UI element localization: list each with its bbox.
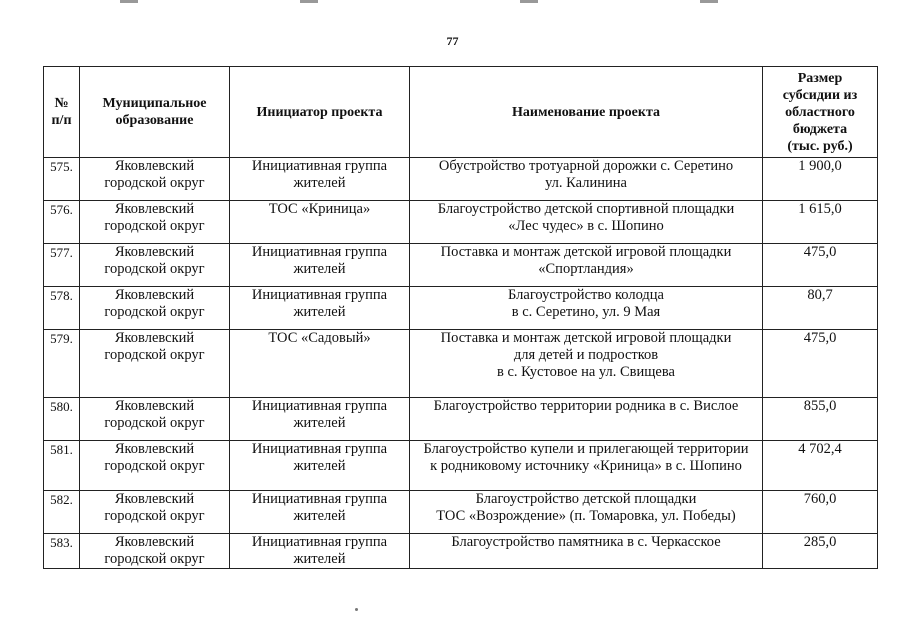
- subsidies-table: [43, 66, 878, 569]
- header-municipality: [80, 67, 230, 158]
- scan-edge-mark: [520, 0, 538, 3]
- municipality-cell: [80, 398, 230, 441]
- table-row: [44, 534, 878, 569]
- municipality-cell: [80, 534, 230, 569]
- subsidy-amount-cell: 4 702,4: [763, 441, 878, 491]
- project-name-cell: [410, 244, 763, 287]
- initiator-cell: [230, 158, 410, 201]
- cell-line: Инициативная группа: [251, 287, 388, 303]
- row-number-cell: 576.: [44, 201, 80, 244]
- row-number-cell: 582.: [44, 491, 80, 534]
- municipality-cell: [80, 244, 230, 287]
- cell-line: Инициативная группа: [251, 491, 388, 507]
- initiator-cell: [230, 201, 410, 244]
- municipality-cell: [80, 287, 230, 330]
- table-row: [44, 201, 878, 244]
- cell-line: Инициативная группа: [251, 244, 388, 260]
- project-name-cell: [410, 330, 763, 398]
- header-line: п/п: [51, 113, 72, 128]
- project-name-cell: [410, 398, 763, 441]
- cell-line: Поставка и монтаж детской игровой площадки: [440, 330, 732, 346]
- table-row: [44, 244, 878, 287]
- cell-line: Яковлевский: [114, 287, 195, 303]
- subsidy-amount-cell: 285,0: [763, 534, 878, 569]
- cell-line: Инициативная группа: [251, 158, 388, 174]
- initiator-cell: [230, 441, 410, 491]
- cell-line: ТОС «Криница»: [268, 201, 371, 217]
- subsidy-amount-cell: 855,0: [763, 398, 878, 441]
- row-number-cell: 575.: [44, 158, 80, 201]
- project-name-cell: [410, 287, 763, 330]
- cell-line: Инициативная группа: [251, 534, 388, 550]
- cell-line: жителей: [293, 304, 346, 320]
- project-name-cell: [410, 534, 763, 569]
- cell-line: Благоустройство колодца: [508, 287, 664, 303]
- project-name-cell: [410, 201, 763, 244]
- cell-line: ТОС «Садовый»: [268, 330, 371, 346]
- cell-line: Яковлевский: [114, 158, 195, 174]
- project-name-cell: [410, 441, 763, 491]
- table-header-row: [44, 67, 878, 158]
- scan-edge-mark: [120, 0, 138, 3]
- cell-line: Инициативная группа: [251, 398, 388, 414]
- cell-line: жителей: [293, 458, 346, 474]
- header-line: образование: [115, 113, 194, 128]
- municipality-cell: [80, 158, 230, 201]
- project-name-cell: [410, 158, 763, 201]
- header-line: субсидии из: [782, 87, 858, 103]
- cell-line: жителей: [293, 261, 346, 277]
- cell-line: Яковлевский: [114, 244, 195, 260]
- subsidy-amount-cell: 760,0: [763, 491, 878, 534]
- header-line: областного: [785, 104, 855, 120]
- cell-line: Благоустройство детской спортивной площадки: [437, 201, 735, 217]
- cell-line: Обустройство тротуарной дорожки с. Серетино: [438, 158, 734, 174]
- subsidy-amount-cell: 1 615,0: [763, 201, 878, 244]
- table-row: [44, 287, 878, 330]
- row-number-cell: 578.: [44, 287, 80, 330]
- cell-line: городской округ: [104, 458, 205, 474]
- header-line: Инициатор проекта: [256, 104, 383, 120]
- header-line: Размер: [797, 70, 843, 86]
- row-number-cell: 581.: [44, 441, 80, 491]
- scan-dot: [355, 608, 358, 611]
- cell-line: жителей: [293, 551, 346, 567]
- header-line: №: [54, 96, 69, 111]
- municipality-cell: [80, 201, 230, 244]
- initiator-cell: [230, 398, 410, 441]
- cell-line: ТОС «Возрождение» (п. Томаровка, ул. Победы): [436, 508, 736, 524]
- cell-line: в с. Серетино, ул. 9 Мая: [511, 304, 661, 320]
- cell-line: городской округ: [104, 304, 205, 320]
- cell-line: городской округ: [104, 347, 205, 363]
- cell-line: Поставка и монтаж детской игровой площадки: [440, 244, 732, 260]
- cell-line: городской округ: [104, 415, 205, 431]
- cell-line: ул. Калинина: [545, 175, 627, 191]
- cell-line: Яковлевский: [114, 330, 195, 346]
- cell-line: Яковлевский: [114, 398, 195, 414]
- header-line: Муниципальное: [102, 96, 207, 111]
- table-row: [44, 441, 878, 491]
- scan-edge-mark: [300, 0, 318, 3]
- municipality-cell: [80, 491, 230, 534]
- table-row: [44, 158, 878, 201]
- initiator-cell: [230, 330, 410, 398]
- cell-line: городской округ: [104, 551, 205, 567]
- scan-edge-mark: [700, 0, 718, 3]
- subsidy-amount-cell: 80,7: [763, 287, 878, 330]
- row-number-cell: 579.: [44, 330, 80, 398]
- row-number-cell: 580.: [44, 398, 80, 441]
- cell-line: для детей и подростков: [513, 347, 659, 363]
- cell-line: Благоустройство купели и прилегающей территории: [423, 441, 749, 457]
- cell-line: «Лес чудес» в с. Шопино: [508, 218, 664, 234]
- cell-line: жителей: [293, 175, 346, 191]
- subsidy-amount-cell: 475,0: [763, 244, 878, 287]
- table-row: [44, 330, 878, 398]
- header-num: [44, 67, 80, 158]
- page-number: 77: [446, 34, 459, 48]
- subsidy-amount-cell: 1 900,0: [763, 158, 878, 201]
- cell-line: городской округ: [104, 218, 205, 234]
- cell-line: Благоустройство памятника в с. Черкасское: [451, 534, 721, 550]
- initiator-cell: [230, 287, 410, 330]
- cell-line: Яковлевский: [114, 201, 195, 217]
- initiator-cell: [230, 491, 410, 534]
- row-number-cell: 583.: [44, 534, 80, 569]
- cell-line: городской округ: [104, 261, 205, 277]
- municipality-cell: [80, 330, 230, 398]
- cell-line: Яковлевский: [114, 491, 195, 507]
- cell-line: «Спортландия»: [538, 261, 634, 277]
- cell-line: жителей: [293, 508, 346, 524]
- cell-line: жителей: [293, 415, 346, 431]
- cell-line: в с. Кустовое на ул. Свищева: [497, 364, 675, 380]
- initiator-cell: [230, 534, 410, 569]
- cell-line: к родниковому источнику «Криница» в с. Шопино: [430, 458, 742, 474]
- cell-line: Благоустройство детской площадки: [475, 491, 697, 507]
- cell-line: Яковлевский: [114, 441, 195, 457]
- municipality-cell: [80, 441, 230, 491]
- table-row: [44, 398, 878, 441]
- header-initiator: [230, 67, 410, 158]
- cell-line: городской округ: [104, 175, 205, 191]
- subsidy-amount-cell: 475,0: [763, 330, 878, 398]
- header-project: [410, 67, 763, 158]
- row-number-cell: 577.: [44, 244, 80, 287]
- cell-line: городской округ: [104, 508, 205, 524]
- initiator-cell: [230, 244, 410, 287]
- project-name-cell: [410, 491, 763, 534]
- cell-line: Инициативная группа: [251, 441, 388, 457]
- header-line: (тыс. руб.): [787, 138, 853, 154]
- cell-line: Благоустройство территории родника в с. Вислое: [433, 398, 739, 414]
- header-amount: [763, 67, 878, 158]
- header-line: Наименование проекта: [511, 104, 660, 120]
- table-row: [44, 491, 878, 534]
- header-line: бюджета: [792, 121, 848, 137]
- cell-line: Яковлевский: [114, 534, 195, 550]
